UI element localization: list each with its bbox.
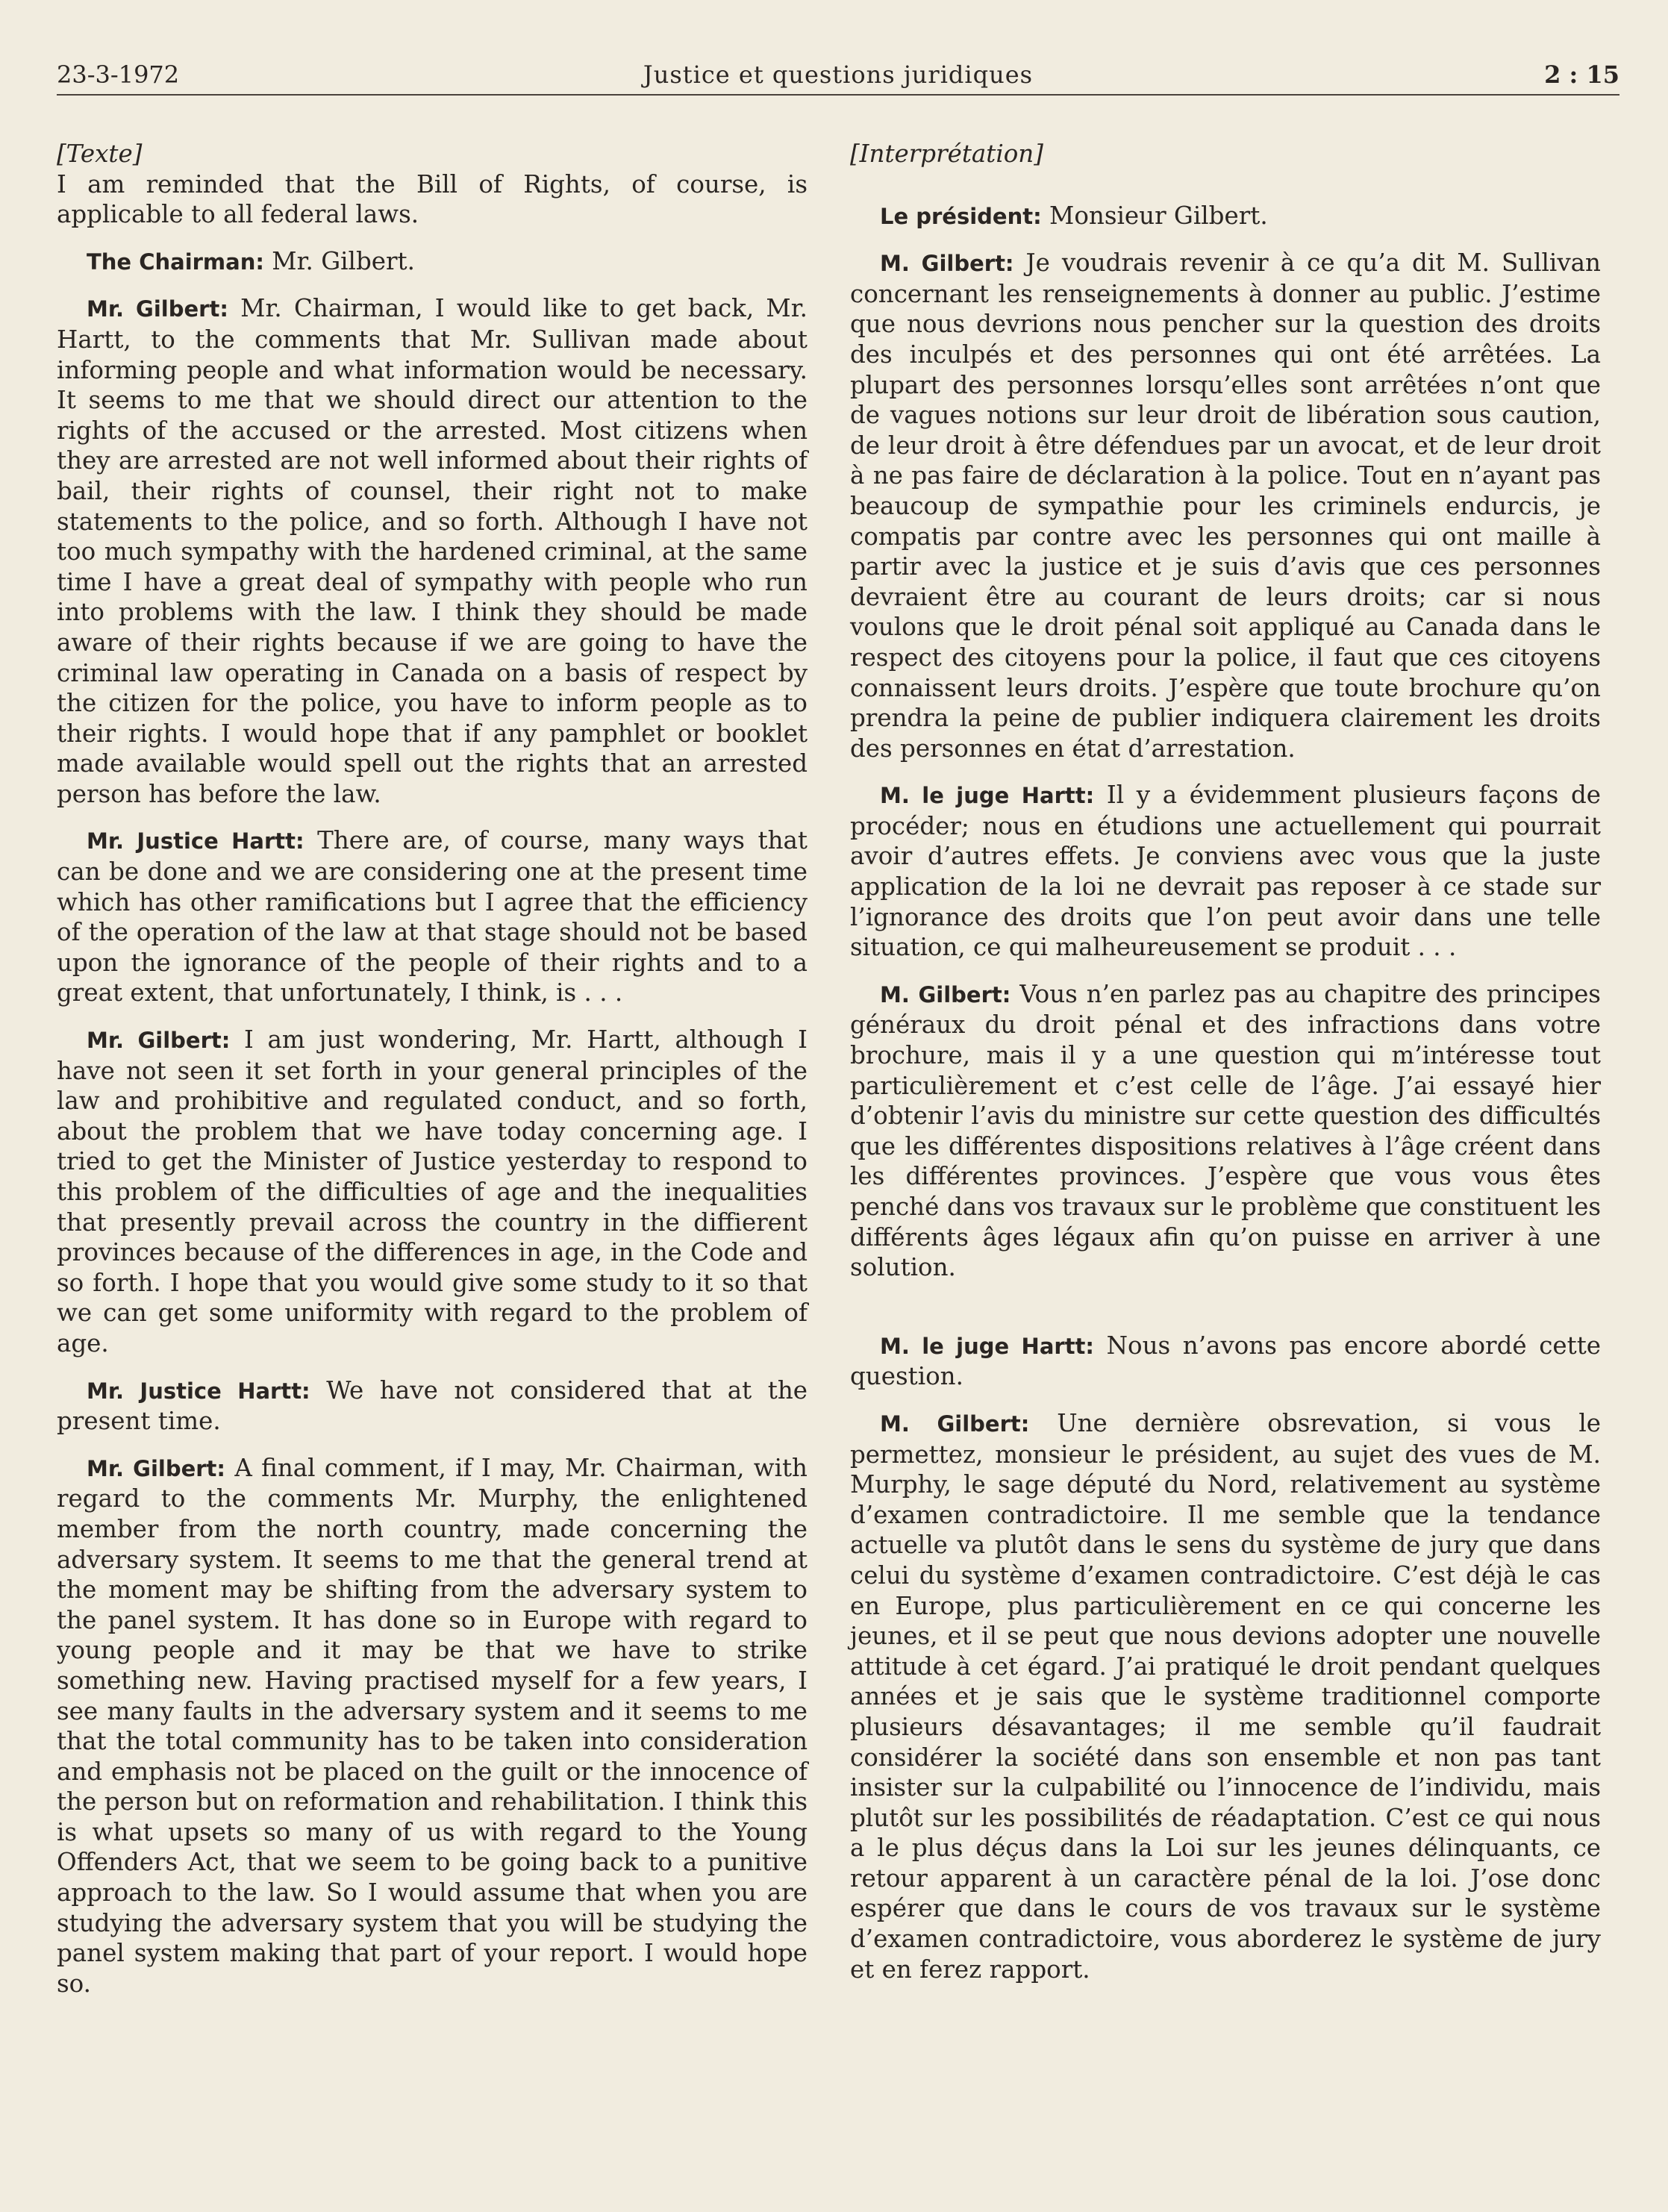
- paragraph: [850, 201, 1601, 232]
- paragraph: [57, 1025, 808, 1359]
- speaker-name: Le président:: [880, 203, 1042, 229]
- column-tag: [Interprétation]: [850, 140, 1043, 168]
- speaker-name: M. Gilbert:: [880, 1410, 1030, 1437]
- paragraph-text: Il y a évidemment plusieurs façons de procéder; nous en étudions une actuellement qui pourrait avoir d’autres effets. Je conviens avec vous que la juste application de la loi ne devrait pas reposer à ce stade sur l’ignorance des droits que l’on peut avoir dans une telle situation, ce qui malheureusement se produit . . .: [850, 781, 1601, 962]
- header-date: 23-3-1972: [57, 60, 180, 89]
- paragraph-text: There are, of course, many ways that can be done and we are considering one at the present time which has other ramifications but I agree that the efficiency of the operation of the law at that stage should not be based upon the ignorance of the people of their rights and to a great extent, that unfortunately, I think, is . . .: [57, 826, 808, 1007]
- speaker-name: M. Gilbert:: [880, 251, 1014, 277]
- paragraph: [850, 979, 1601, 1283]
- paragraph: [850, 248, 1601, 763]
- header-page-number: 2 : 15: [1544, 60, 1619, 89]
- spacer: [850, 169, 1601, 201]
- english-column: [57, 139, 808, 2015]
- paragraph-text: Mr. Chairman, I would like to get back, Mr. Hartt, to the comments that Mr. Sullivan made about informing people and what information would be necessary. It seems to me that we should direct our attention to the rights of the accused or the arrested. Most citizens when they are arrested are not well informed about their rights of bail, their rights of counsel, their right not to make statements to the police, and so forth. Although I have not too much sympathy with the hardened criminal, at the same time I have a great deal of sympathy with people who run into problems with the law. I think they should be made aware of their rights because if we are going to have the criminal law operating in Canada on a basis of respect by the citizen for the police, you have to inform people as to their rights. I would hope that if any pamphlet or booklet made available would spell out the rights that an arrested person has before the law.: [57, 294, 808, 808]
- paragraph-text: Nous n’avons pas encore abordé cette question.: [850, 1331, 1601, 1391]
- paragraph-text: We have not considered that at the present time.: [57, 1375, 808, 1436]
- paragraph: [850, 780, 1601, 963]
- paragraph-text: I am reminded that the Bill of Rights, of course, is applicable to all federal laws.: [57, 169, 808, 229]
- paragraph: [850, 1408, 1601, 1984]
- speaker-name: M. le juge Hartt:: [880, 1333, 1095, 1359]
- paragraph: [57, 1453, 808, 1999]
- speaker-name: Mr. Gilbert:: [87, 1028, 231, 1054]
- paragraph-text: A final comment, if I may, Mr. Chairman, with regard to the comments Mr. Murphy, the enlightened member from the north country, made concerning the adversary system. It seems to me that the general trend at the moment may be shifting from the adversary system to the panel system. It has done so in Europe with regard to young people and it may be that we have to strike something new. Having practised myself for a few years, I see many faults in the adversary system and it seems to me that the total community has to be taken into consideration and emphasis not be placed on the guilt or the innocence of the person but on reformation and rehabilitation. I think this is what upsets so many of us with regard to the Young Offenders Act, that we seem to be going back to a punitive approach to the law. So I would assume that when you are studying the adversary system that you will be studying the panel system making that part of your report. I would hope so.: [57, 1453, 808, 1998]
- paragraph: [57, 825, 808, 1008]
- paragraph: [57, 169, 808, 230]
- paragraph-text: Je voudrais revenir à ce qu’a dit M. Sullivan concernant les renseignements à donner au public. J’estime que nous devrions nous pencher sur la question des droits des inculpés et des personnes qui ont été arrêtées. La plupart des personnes lorsqu’elles sont arrêtées n’ont que de vagues notions sur leur droit de libération sous caution, de leur droit à être défendues par un avocat, et de leur droit à ne pas faire de déclaration à la police. Tout en n’ayant pas beaucoup de sympathie pour les criminels endurcis, je compatis par contre avec les personnes qui ont maille à partir avec la justice et je suis d’avis que ces personnes devraient être au courant de leurs droits; car si nous voulons que le droit pénal soit appliqué au Canada dans le respect des citoyens pour la police, il faut que ces citoyens connaissent leurs droits. J’espère que toute brochure qu’on prendra la peine de publier indiquera clairement les droits des personnes en état d’arrestation.: [850, 249, 1601, 763]
- paragraph: [57, 1375, 808, 1437]
- paragraph: [57, 246, 808, 278]
- paragraph: [57, 293, 808, 809]
- speaker-name: Mr. Gilbert:: [87, 296, 228, 322]
- spacer: [850, 1299, 1601, 1331]
- speaker-name: M. le juge Hartt:: [880, 783, 1095, 809]
- header-title: Justice et questions juridiques: [643, 60, 1034, 89]
- page-header: [57, 60, 1619, 96]
- speaker-name: M. Gilbert:: [880, 981, 1011, 1007]
- speaker-name: Mr. Justice Hartt:: [87, 1378, 310, 1404]
- paragraph-text: Vous n’en parlez pas au chapitre des principes généraux du droit pénal et des infractions dans votre brochure, mais il y a une question qui m’intéresse tout particulièrement et c’est celle de l’âge. J’ai essayé hier d’obtenir l’avis du ministre sur cette question des difficultés que les différentes dispositions relatives à l’âge créent dans les différentes provinces. J’espère que vous vous êtes penché dans vos travaux sur le problème que constituent les différents âges légaux afin qu’on puisse en arriver à une solution.: [850, 979, 1601, 1282]
- speaker-name: The Chairman:: [87, 249, 264, 275]
- column-tag: [Texte]: [57, 140, 143, 168]
- paragraph-text: Monsieur Gilbert.: [1041, 201, 1268, 230]
- speaker-name: Mr. Justice Hartt:: [87, 828, 304, 855]
- paragraph-text: Une dernière obsrevation, si vous le permettez, monsieur le président, au sujet des vues de M. Murphy, le sage député du Nord, relativement au système d’examen contradictoire. Il me semble que la tendance actuelle va plutôt dans le sens du système de jury que dans celui du système d’examen contradictoire. C’est déjà le cas en Europe, plus particulièrement en ce qui concerne les jeunes, et il se peut que nous devions adopter une nouvelle attitude à cet égard. J’ai pratiqué le droit pendant quelques années et je sais que le système traditionnel comporte plusieurs désavantages; il me semble qu’il faudrait considérer la société dans son ensemble et non pas tant insister sur la culpabilité ou l’innocence de l’individu, mais plutôt sur les possibilités de réadaptation. C’est ce qui nous a le plus déçus dans la Loi sur les jeunes délinquants, ce retour apparent à un caractère pénal de la loi. J’ose donc espérer que dans le cours de vos travaux sur le système d’examen contradictoire, vous aborderez le système de jury et en ferez rapport.: [850, 1408, 1601, 1984]
- paragraph: [850, 1331, 1601, 1392]
- french-column: [850, 139, 1601, 2001]
- paragraph-text: Mr. Gilbert.: [263, 246, 415, 275]
- speaker-name: Mr. Gilbert:: [87, 1455, 226, 1481]
- paragraph-text: I am just wondering, Mr. Hartt, although I have not seen it set forth in your general principles of the law and prohibitive and regulated conduct, and so forth, about the problem that we have today concerning age. I tried to get the Minister of Justice yesterday to respond to this problem of the difficulties of age and the inequalities that presently prevail across the country in the diffierent provinces because of the differences in age, in the Code and so forth. I hope that you would give some study to it so that we can get some uniformity with regard to the problem of age.: [57, 1025, 808, 1357]
